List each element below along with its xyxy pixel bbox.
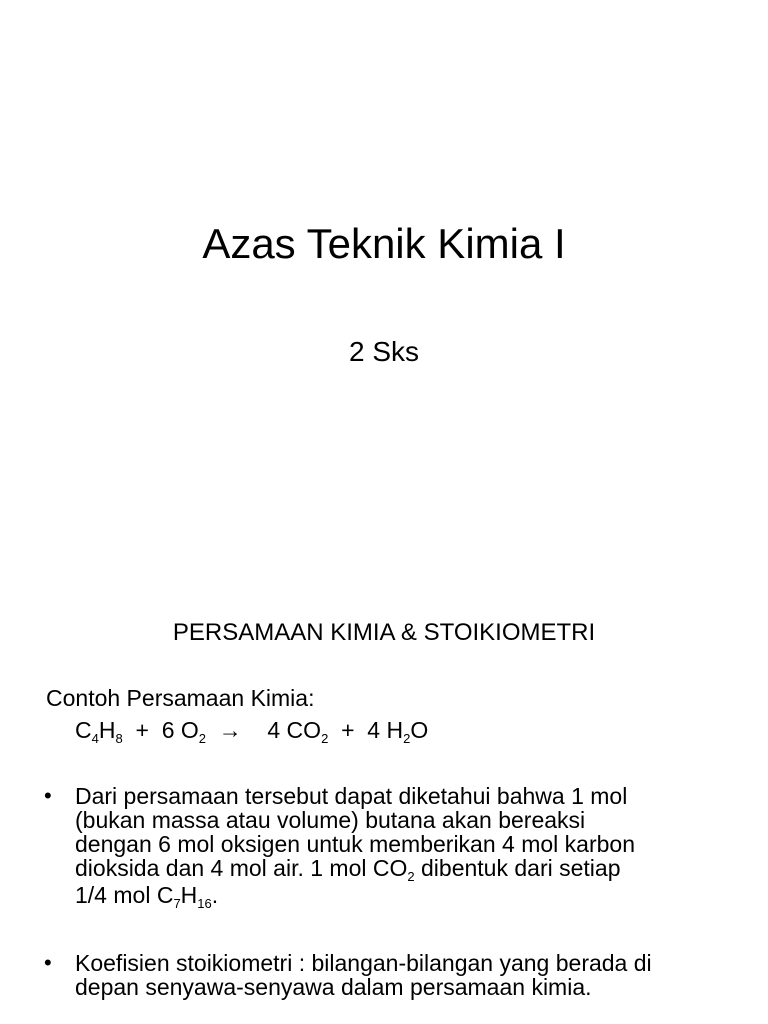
bullet-text — [75, 783, 745, 911]
section-heading: PERSAMAAN KIMIA & STOIKIOMETRI — [172, 619, 596, 646]
equation-reactant-1: $C_4H_8$ — [75, 717, 123, 746]
slide-title: Azas Teknik Kimia I — [202, 220, 566, 267]
bullet-marker: • — [44, 783, 52, 808]
bullet-line: Koefisien stoikiometri : bilangan-bilangan yang berada di — [75, 950, 652, 976]
slide-subtitle: 2 Sks — [348, 336, 420, 367]
bullet-line: depan senyawa-senyawa dalam persamaan kimia. — [75, 974, 592, 1000]
equation-plus: + — [328, 717, 368, 743]
bullet-line: Dari persamaan tersebut dapat diketahui bahwa 1 mol — [75, 783, 628, 809]
bullet-line: 1/4 mol $C_7H_{16}$. — [75, 882, 219, 911]
bullet-text — [75, 951, 745, 999]
chemical-equation — [75, 715, 428, 745]
equation-reactant-2: 6 $O_2$ — [161, 717, 207, 746]
equation-product-2: 4 $H_2O$ — [367, 717, 429, 746]
bullet-line: dioksida dan 4 mol air. 1 mol $CO_2$ dibentuk dari setiap — [75, 855, 621, 884]
bullet-line: (bukan massa atau volume) butana akan bereaksi — [75, 807, 586, 833]
bullet-marker: • — [44, 950, 52, 975]
example-label: Contoh Persamaan Kimia: — [46, 685, 315, 711]
equation-product-1: 4 $CO_2$ — [267, 717, 329, 746]
equation-plus: + — [122, 717, 162, 743]
equation-arrow: → — [206, 717, 268, 743]
bullet-line: dengan 6 mol oksigen untuk memberikan 4 mol karbon — [75, 831, 635, 857]
